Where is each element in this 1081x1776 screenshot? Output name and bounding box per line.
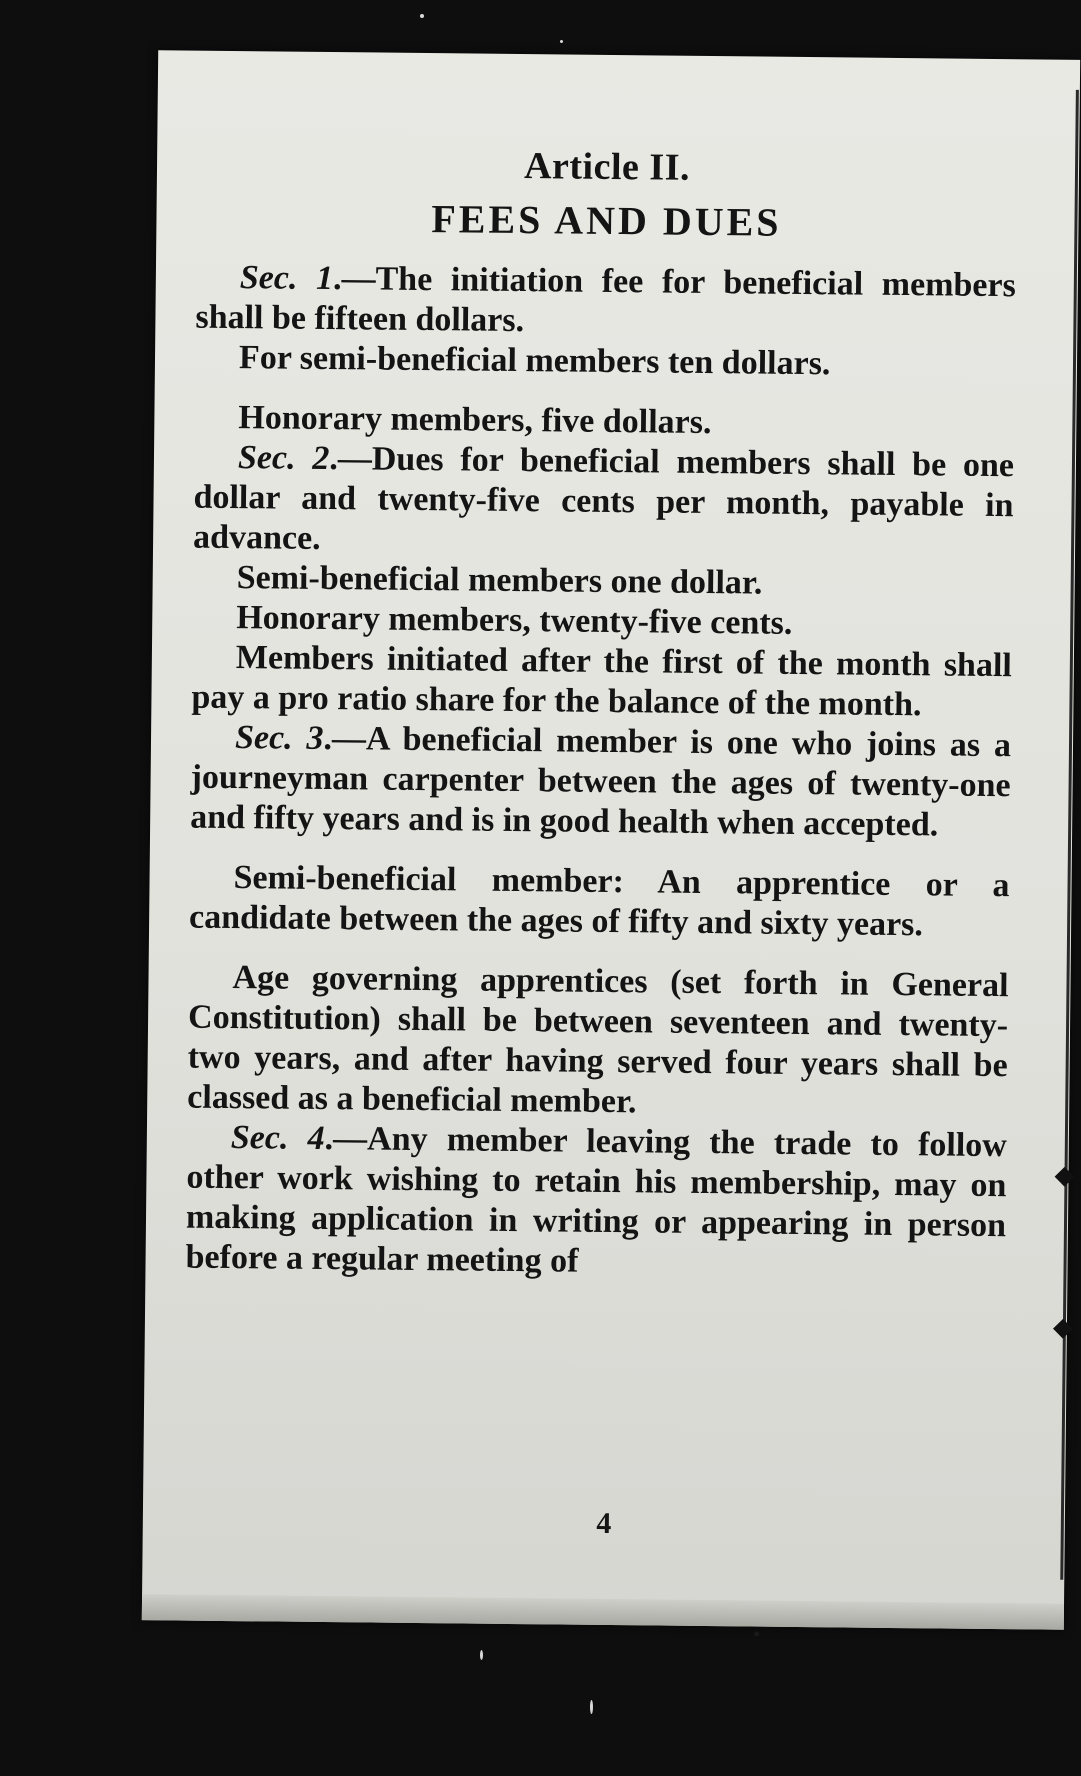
dust-speck <box>420 14 424 18</box>
paragraph-text: Members initiated after the first of the month shall pay a pro ratio share for the balance of the month. <box>191 639 1013 724</box>
paragraph-sec-3 <box>190 718 1011 847</box>
paragraph-text: For semi-beneficial members ten dollars. <box>238 339 831 383</box>
section-ref: Sec. 4 <box>230 1119 325 1158</box>
paragraph-text: .—A beneficial member is one who joins as a journeyman carpenter between the ages of twenty-one and fifty years and is in good health when accepted. <box>190 719 1012 844</box>
paragraph-sec-4 <box>185 1118 1007 1287</box>
section-title: FEES AND DUES <box>431 196 782 245</box>
paragraph-text: Age governing apprentices (set forth in General Constitution) shall be between seventeen and twenty-two years, and after having served four years shall be classed as a beneficial member. <box>187 959 1009 1121</box>
paragraph-text: Semi-beneficial member: An apprentice or a candidate between the ages of fifty and sixty years. <box>188 859 1010 944</box>
dust-speck <box>560 40 563 43</box>
paragraph-sec-2 <box>193 438 1014 567</box>
paragraph <box>191 638 1012 727</box>
paragraph-sec-1 <box>195 258 1016 347</box>
section-ref: Sec. 2 <box>237 439 330 478</box>
paragraph-text: Honorary members, five dollars. <box>238 399 712 442</box>
section-ref: Sec. 3 <box>234 719 324 757</box>
paragraph-text: Semi-beneficial members one dollar. <box>236 559 763 602</box>
paragraph-text: .—The initiation fee for beneficial members shall be fifteen dollars. <box>195 260 1017 340</box>
paragraph-text: .—Dues for beneficial members shall be one dollar and twenty-five cents per month, payable in advance. <box>192 440 1015 557</box>
dust-speck <box>590 1700 593 1714</box>
paragraph-text: .—Any member leaving the trade to follow other work wishing to retain his membership, may on making application in writing or appearing in person before a regular meeting of <box>185 1120 1008 1280</box>
section-ref: Sec. 1 <box>239 259 334 298</box>
dust-speck <box>480 1650 483 1660</box>
paragraph <box>189 858 1010 947</box>
paragraph-text: Honorary members, twenty-five cents. <box>236 599 793 642</box>
paragraph <box>195 338 1015 387</box>
page-number: 4 <box>596 1506 612 1541</box>
article-heading: Article II. <box>523 145 691 189</box>
page-content <box>185 141 1017 1287</box>
paragraph <box>187 958 1009 1127</box>
document-page <box>142 50 1080 1630</box>
